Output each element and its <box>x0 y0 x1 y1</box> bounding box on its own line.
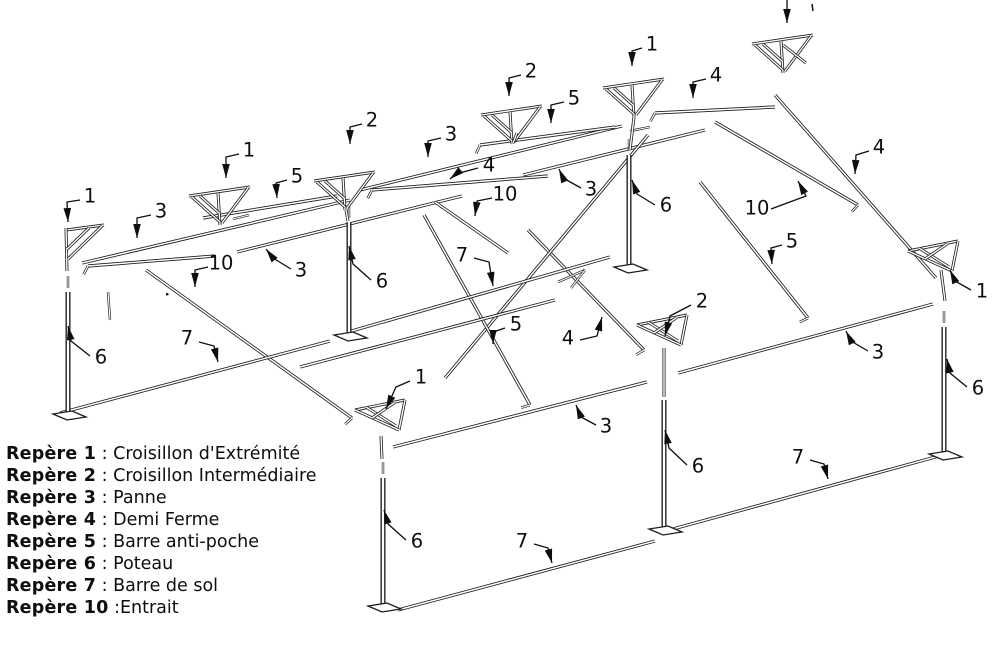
callout-label: 7 <box>455 243 469 267</box>
croisillon <box>752 35 813 73</box>
leader-arrowhead <box>595 316 606 331</box>
legend-item <box>6 465 317 487</box>
callout-label: 10 <box>208 251 234 275</box>
callout-label: 5 <box>509 312 523 336</box>
callout-1 <box>947 268 989 302</box>
legend-ref: Repère 4 <box>6 510 97 530</box>
leader-arrowhead <box>547 109 555 123</box>
barre-de-sol-bar <box>662 453 950 532</box>
leader-arrowhead <box>795 179 808 195</box>
legend-item <box>6 575 317 597</box>
callout-label: 7 <box>180 326 194 350</box>
leader-arrowhead <box>628 52 636 66</box>
callout-label: 4 <box>482 153 496 177</box>
callout-2 <box>505 60 537 97</box>
callout-4 <box>851 136 885 175</box>
legend-ref: Repère 7 <box>6 576 97 596</box>
callout-3 <box>263 247 307 282</box>
callout-5 <box>272 165 303 199</box>
callout-1 <box>628 33 658 67</box>
parts-legend <box>6 443 317 619</box>
callout-label: 1 <box>242 138 256 162</box>
callout-label: 1 <box>975 279 989 303</box>
callout-1 <box>63 185 96 223</box>
callout-3 <box>843 329 885 363</box>
legend-separator: : <box>96 466 114 486</box>
legend-desc: Barre anti-poche <box>113 532 260 552</box>
callout-label: 7 <box>515 529 529 553</box>
leader-arrowhead <box>222 164 230 178</box>
tick-mark <box>812 4 813 11</box>
callout-4 <box>689 64 722 99</box>
fitting-bar <box>108 292 110 320</box>
legend-ref: Repère 3 <box>6 488 97 508</box>
legend-ref: Repère 5 <box>6 532 97 552</box>
callout-10 <box>745 179 808 219</box>
callout-1 <box>222 139 255 179</box>
poteau-post <box>649 384 682 535</box>
callout-6 <box>380 509 423 553</box>
callout-label: 2 <box>695 289 709 313</box>
callout-label: 1 <box>83 184 97 208</box>
callout-4 <box>562 316 606 349</box>
entrait-bar <box>146 270 352 424</box>
legend-ref: Repère 1 <box>6 444 97 464</box>
poteau-post <box>614 139 647 273</box>
leader-arrowhead <box>211 347 222 362</box>
leader-arrowhead <box>487 272 497 287</box>
legend-item <box>6 597 317 619</box>
croisillon <box>355 400 405 459</box>
leader-arrowhead <box>133 224 141 238</box>
callout-label: 4 <box>872 135 886 159</box>
callout-label: 7 <box>791 445 805 469</box>
post-base-plate <box>614 264 647 273</box>
entrait-bar <box>435 202 508 253</box>
callout-label: 2 <box>524 59 538 83</box>
post-base-plate <box>334 332 367 341</box>
legend-separator: : <box>96 576 114 596</box>
callout-label: 6 <box>375 269 389 293</box>
callout-6 <box>628 179 672 217</box>
callout-10 <box>471 183 517 217</box>
post-base-plate <box>53 411 86 420</box>
callout-7 <box>516 530 556 564</box>
callout-unlabeled <box>783 0 791 23</box>
callout-6 <box>345 245 388 292</box>
leader-line <box>474 258 493 286</box>
leader-line <box>665 430 687 465</box>
poteau-post <box>53 276 86 420</box>
poteau-post <box>368 462 401 612</box>
callout-label: 4 <box>561 326 575 350</box>
callout-3 <box>556 167 598 200</box>
legend-item <box>6 487 317 509</box>
post-base-plate <box>368 603 401 612</box>
callout-label: 2 <box>365 108 379 132</box>
callout-label: 6 <box>410 529 424 553</box>
legend-desc: Demi Ferme <box>113 510 220 530</box>
croisillon <box>637 315 687 397</box>
leader-line <box>349 246 371 280</box>
callout-3 <box>133 200 167 239</box>
callout-5 <box>547 87 580 124</box>
legend-item <box>6 509 317 531</box>
leader-line <box>384 510 406 540</box>
poteau-post <box>929 311 962 460</box>
callout-5 <box>767 230 798 265</box>
callout-label: 3 <box>599 414 613 438</box>
dot-mark <box>166 293 168 295</box>
leader-arrowhead <box>851 160 859 174</box>
leader-arrowhead <box>272 184 281 198</box>
legend-ref: Repère 6 <box>6 554 97 574</box>
croisillon <box>189 187 250 225</box>
callout-label: 6 <box>971 376 985 400</box>
callout-label: 5 <box>290 164 304 188</box>
fitting-bar <box>233 215 249 219</box>
callout-label: 5 <box>567 86 581 110</box>
callout-label: 4 <box>709 63 723 87</box>
leader-arrowhead <box>424 143 432 157</box>
legend-separator: : <box>108 598 120 618</box>
callout-label: 3 <box>871 340 885 364</box>
leader-arrowhead <box>689 84 697 98</box>
leader-arrowhead <box>821 464 832 479</box>
leader-arrowhead <box>572 404 584 420</box>
callout-6 <box>943 358 984 399</box>
leader-arrowhead <box>63 208 71 222</box>
legend-ref: Repère 2 <box>6 466 97 486</box>
demi-ferme-bar <box>445 135 648 378</box>
legend-ref: Repère 10 <box>6 598 109 618</box>
callout-2 <box>346 109 378 145</box>
legend-desc: Croisillon d'Extrémité <box>113 444 301 464</box>
demi-ferme-bar <box>650 107 775 121</box>
legend-desc: Poteau <box>113 554 174 574</box>
leader-arrowhead <box>783 9 791 23</box>
legend-desc: Entrait <box>119 598 179 618</box>
callout-7 <box>181 327 222 363</box>
callout-label: 5 <box>785 229 799 253</box>
leader-arrowhead <box>505 82 513 96</box>
callout-label: 3 <box>154 199 168 223</box>
legend-separator: : <box>96 532 114 552</box>
legend-separator: : <box>96 554 114 574</box>
callout-label: 10 <box>744 196 770 220</box>
callout-6 <box>64 325 107 368</box>
legend-item <box>6 553 317 575</box>
legend-desc: Croisillon Intermédiaire <box>113 466 317 486</box>
callout-7 <box>792 446 832 480</box>
callout-label: 3 <box>294 258 308 282</box>
legend-separator: : <box>96 444 114 464</box>
callout-label: 10 <box>492 182 518 206</box>
croisillon <box>314 172 375 221</box>
leader-arrowhead <box>346 130 354 144</box>
callout-label: 3 <box>444 122 458 146</box>
legend-desc: Panne <box>113 488 167 508</box>
callout-label: 3 <box>584 177 598 201</box>
leader-line <box>68 326 90 356</box>
leader-arrowhead <box>471 202 480 217</box>
callout-6 <box>661 429 704 477</box>
leader-arrowhead <box>545 548 556 563</box>
leader-arrowhead <box>767 250 775 264</box>
callout-label: 6 <box>691 454 705 478</box>
legend-item <box>6 443 317 465</box>
legend-separator: : <box>96 488 114 508</box>
callout-label: 1 <box>414 365 428 389</box>
barre-anti-poche-bar <box>476 127 615 154</box>
legend-desc: Barre de sol <box>113 576 219 596</box>
leader-arrowhead <box>556 167 569 183</box>
demi-ferme-bar <box>368 176 548 198</box>
callout-label: 6 <box>659 193 673 217</box>
leader-arrowhead <box>191 273 199 287</box>
legend-separator: : <box>96 510 114 530</box>
callout-3 <box>572 404 612 438</box>
callout-3 <box>424 123 457 158</box>
callout-label: 1 <box>645 32 659 56</box>
legend-item <box>6 531 317 553</box>
leader-line <box>947 359 967 387</box>
callout-label: 6 <box>94 345 108 369</box>
